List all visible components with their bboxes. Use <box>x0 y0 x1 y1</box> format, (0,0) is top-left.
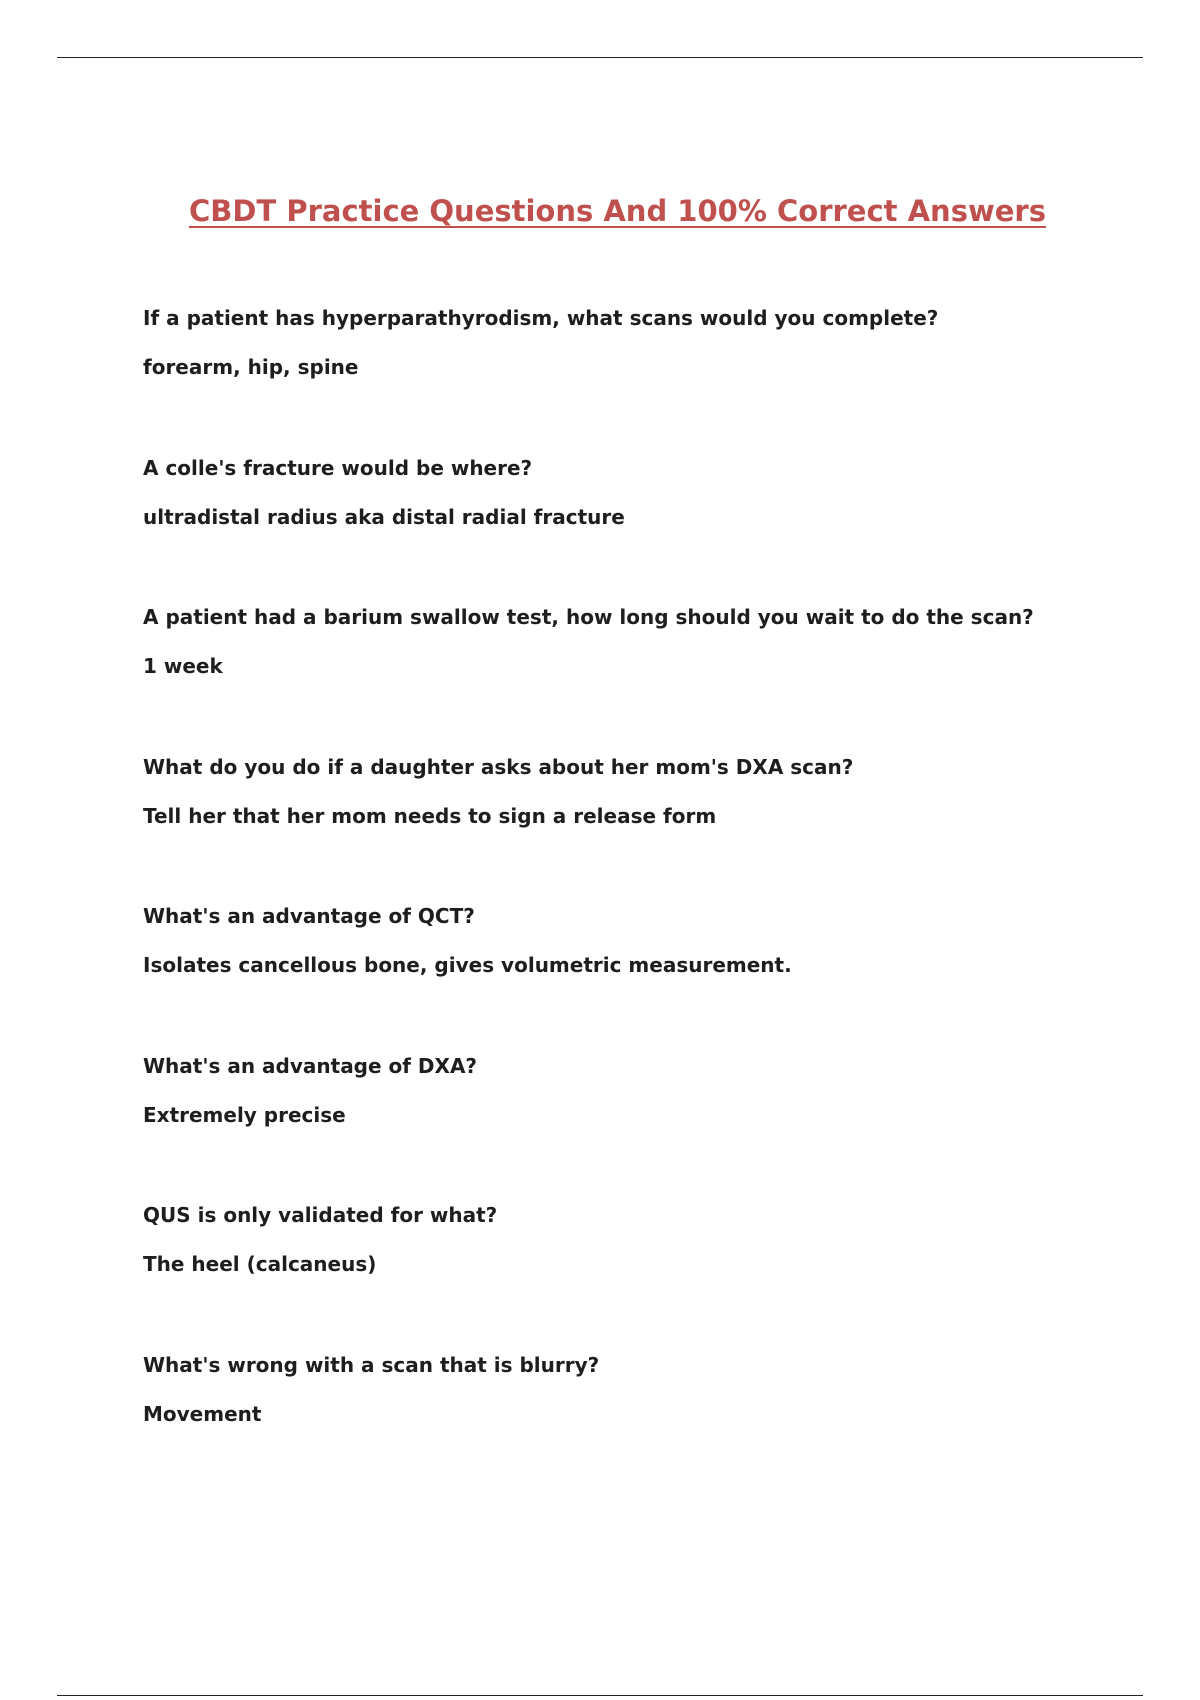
question-text: What's an advantage of QCT? <box>143 904 475 928</box>
qa-item <box>143 456 1143 606</box>
answer-text: The heel (calcaneus) <box>143 1252 377 1276</box>
answer-text: 1 week <box>143 654 223 678</box>
qa-list <box>143 306 1143 1502</box>
header-rule <box>57 57 1143 58</box>
qa-item <box>143 1054 1143 1204</box>
question-text: What's wrong with a scan that is blurry? <box>143 1352 600 1377</box>
question-text: What's an advantage of DXA? <box>143 1053 478 1078</box>
question-text: If a patient has hyperparathyrodism, what scans would you complete? <box>143 306 939 330</box>
answer-text: Tell her that her mom needs to sign a release form <box>143 803 717 828</box>
question-text: QUS is only validated for what? <box>143 1203 498 1227</box>
qa-item <box>143 1353 1143 1503</box>
question-text: A patient had a barium swallow test, how long should you wait to do the scan? <box>143 605 1034 629</box>
qa-item <box>143 605 1143 755</box>
qa-item <box>143 1203 1143 1353</box>
answer-text: ultradistal radius aka distal radial fracture <box>143 504 625 529</box>
qa-item <box>143 904 1143 1054</box>
document-title: CBDT Practice Questions And 100% Correct Answers <box>188 194 1046 228</box>
answer-text: Movement <box>143 1401 262 1426</box>
footer-rule <box>57 1695 1143 1696</box>
question-text: What do you do if a daughter asks about her mom's DXA scan? <box>143 754 854 779</box>
question-text: A colle's fracture would be where? <box>143 455 533 480</box>
answer-text: Extremely precise <box>143 1102 346 1127</box>
answer-text: forearm, hip, spine <box>143 355 359 379</box>
qa-item <box>143 306 1143 456</box>
answer-text: Isolates cancellous bone, gives volumetric measurement. <box>143 953 792 977</box>
qa-item <box>143 755 1143 905</box>
